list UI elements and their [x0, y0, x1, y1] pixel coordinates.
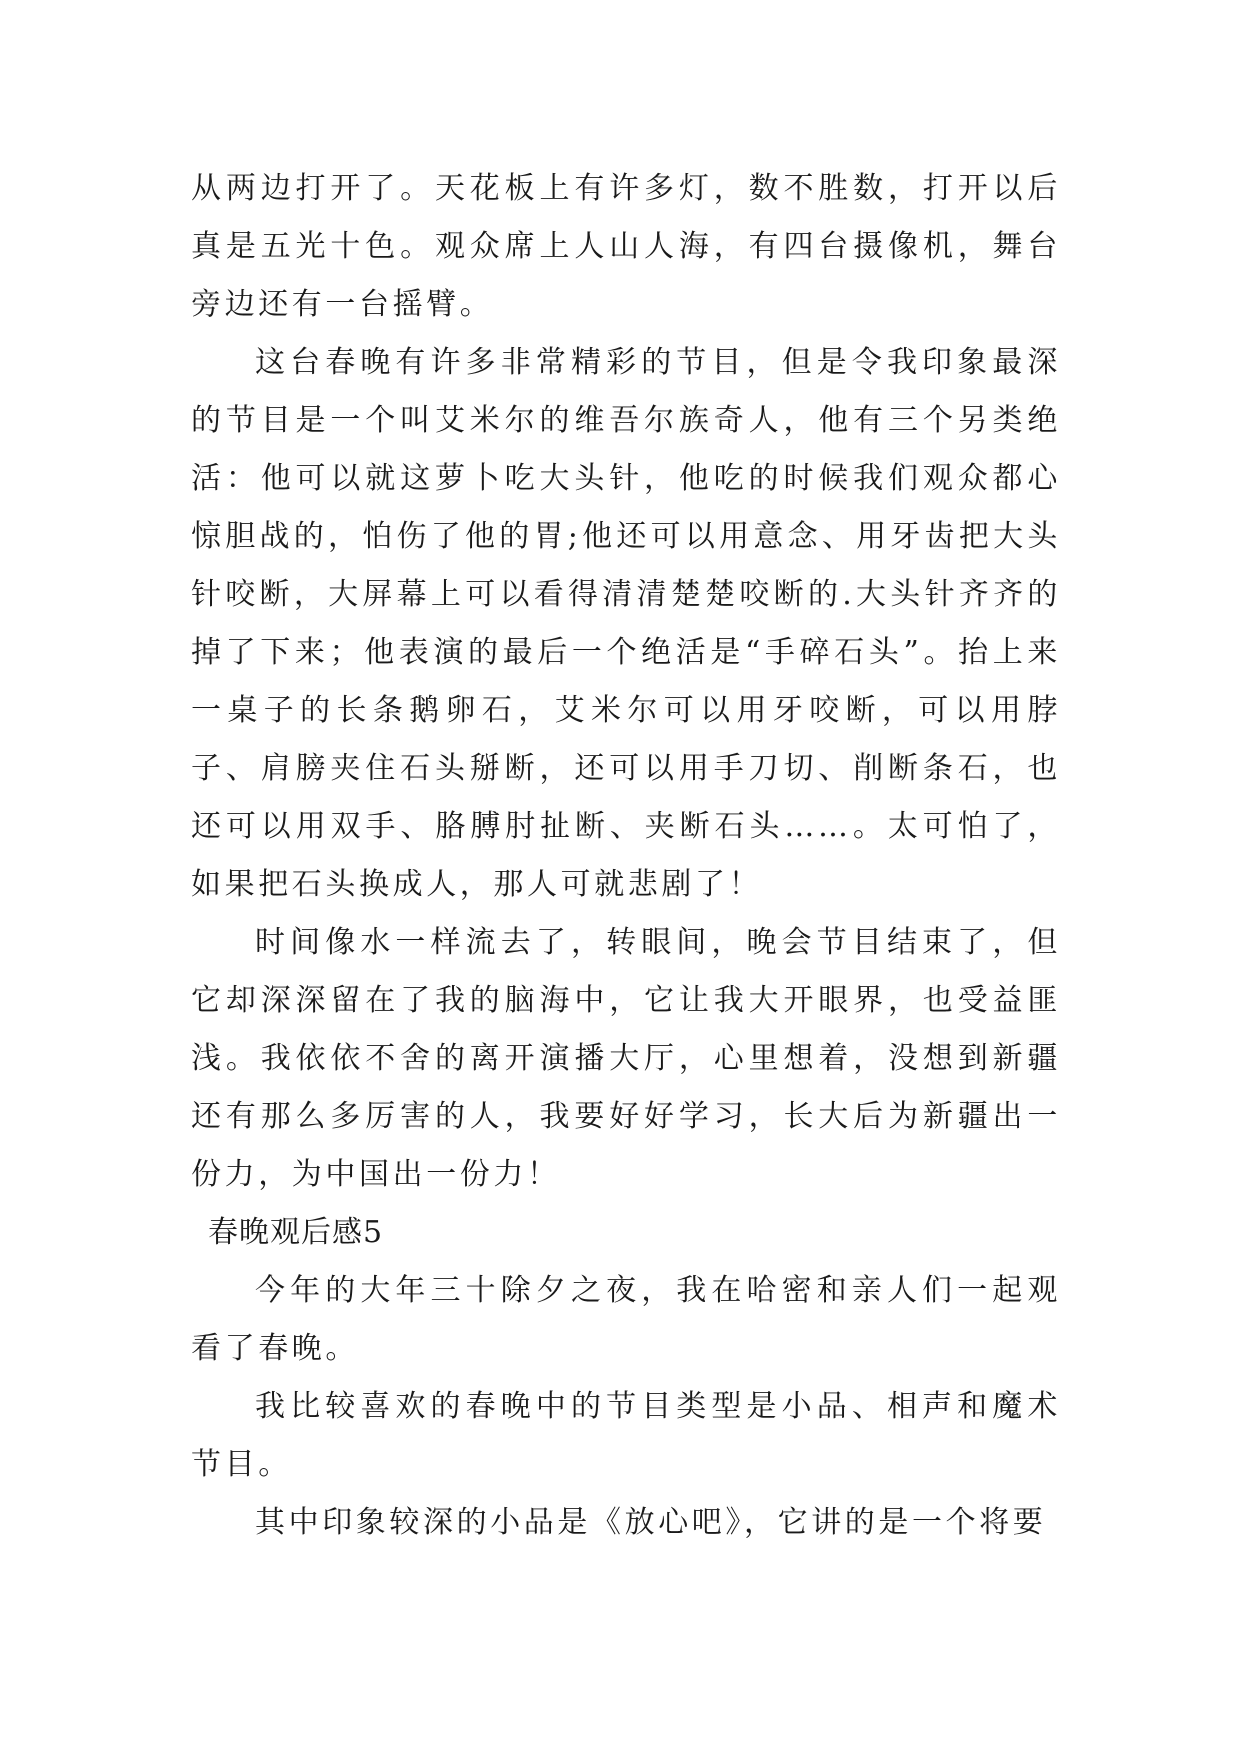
paragraph-favorite-types: 我比较喜欢的春晚中的节目类型是小品、相声和魔术节目。 — [191, 1389, 1061, 1482]
paragraph-intro: 今年的大年三十除夕之夜，我在哈密和亲人们一起观看了春晚。 — [191, 1273, 1061, 1366]
document-body — [191, 160, 1061, 1552]
paragraph-sketch: 其中印象较深的小品是《放心吧》，它讲的是一个将要 — [255, 1505, 1047, 1540]
section-heading: 春晚观后感5 — [208, 1215, 384, 1250]
paragraph-ending: 时间像水一样流去了，转眼间，晚会节目结束了，但它却深深留在了我的脑海中，它让我大开眼界，也受益匪浅。我依依不舍的离开演播大厅，心里想着，没想到新疆还有那么多厉害的人，我要好好学习，长大后为新疆出一份力，为中国出一份力！ — [191, 925, 1061, 1192]
paragraph-continuation: 从两边打开了。天花板上有许多灯，数不胜数，打开以后真是五光十色。观众席上人山人海，有四台摄像机，舞台旁边还有一台摇臂。 — [191, 171, 1061, 322]
paragraph-performer: 这台春晚有许多非常精彩的节目，但是令我印象最深的节目是一个叫艾米尔的维吾尔族奇人，他有三个另类绝活：他可以就这萝卜吃大头针，他吃的时候我们观众都心惊胆战的，怕伤了他的胃;他还可以用意念、用牙齿把大头针咬断，大屏幕上可以看得清清楚楚咬断的.大头针齐齐的掉了下来；他表演的最后一个绝活是“手碎石头”。抬上来一桌子的长条鹅卵石，艾米尔可以用牙咬断，可以用脖子、肩膀夹住石头掰断，还可以用手刀切、削断条石，也还可以用双手、胳膊肘扯断、夹断石头……。太可怕了，如果把石头换成人，那人可就悲剧了！ — [191, 345, 1061, 902]
